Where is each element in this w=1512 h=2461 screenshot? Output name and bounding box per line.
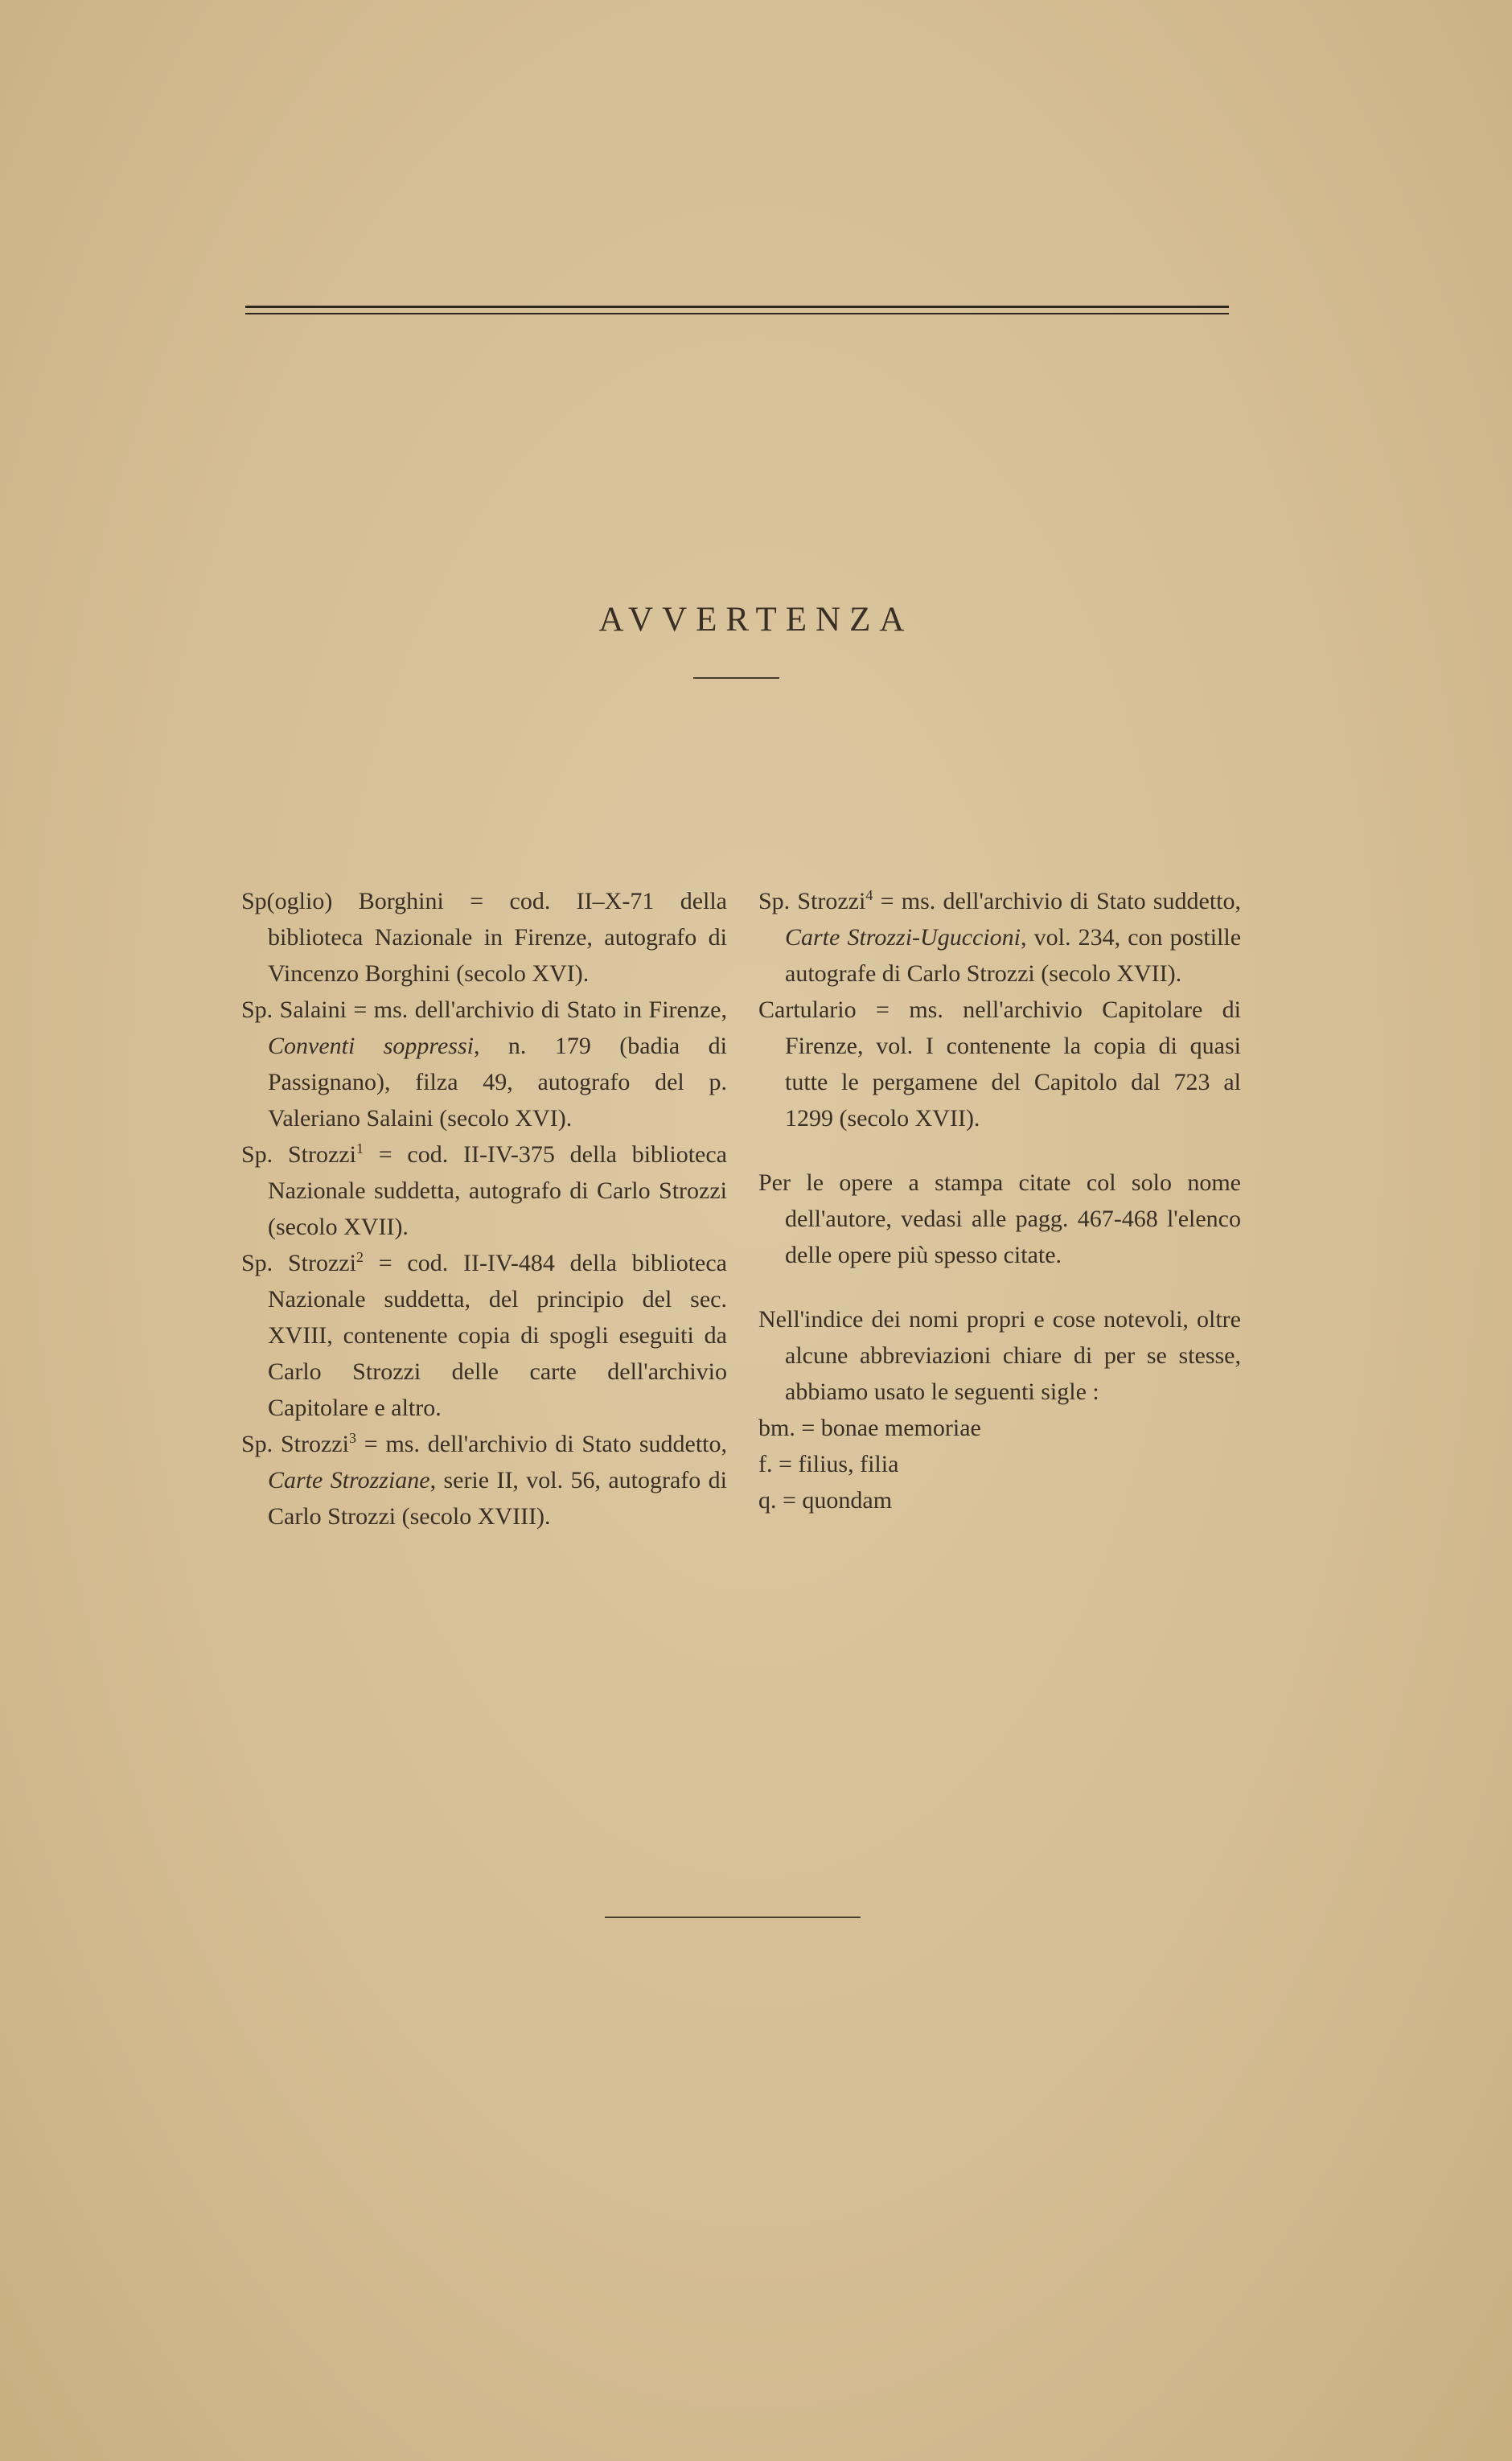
entry-strozzi-3: Sp. Strozzi$^3$ = ms. dell'archivio di Stato suddetto, Carte Strozziane, serie II, vol. 56, autografo di Carlo Strozzi (secolo XVIII).	[241, 1430, 727, 1530]
left-column	[241, 883, 727, 1535]
right-column	[758, 883, 1241, 1518]
entry-strozzi-4: Sp. Strozzi$^4$ = ms. dell'archivio di Stato suddetto, Carte Strozzi-Uguccioni, vol. 234, con postille autografe di Carlo Strozzi (secolo XVII).	[758, 887, 1242, 987]
abbreviation-q: q. = quondam	[758, 1487, 893, 1514]
abbreviation-bm: bm. = bonae memoriae	[758, 1415, 981, 1441]
entry-borghini: Sp(oglio) Borghini = cod. II–X-71 della biblioteca Nazionale in Firenze, autografo di Vincenzo Borghini (secolo XVI).	[241, 888, 727, 987]
entry-salaini: Sp. Salaini = ms. dell'archivio di Stato in Firenze, Conventi soppressi, n. 179 (badia di Passignano), filza 49, autografo del p. Valeriano Salaini (secolo XVI).	[241, 996, 728, 1132]
abbreviation-f: f. = filius, filia	[758, 1451, 899, 1477]
note-printed-works: Per le opere a stampa citate col solo nome dell'autore, vedasi alle pagg. 467-468 l'elenco delle opere più spesso citate.	[758, 1169, 1241, 1268]
title-rule	[693, 677, 779, 679]
bottom-rule	[605, 1917, 861, 1918]
page-title: AVVERTENZA	[598, 601, 914, 639]
top-double-rule	[245, 306, 1229, 317]
note-index: Nell'indice dei nomi propri e cose notevoli, oltre alcune abbreviazioni chiare di per se stesse, abbiamo usato le seguenti sigle :	[758, 1306, 1241, 1405]
entry-strozzi-2: Sp. Strozzi$^2$ = cod. II-IV-484 della biblioteca Nazionale suddetta, del principio del sec. XVIII, contenente copia di spogli eseguiti da Carlo Strozzi delle carte dell'archivio Capitolare e altro.	[241, 1249, 727, 1421]
entry-cartulario: Cartulario = ms. nell'archivio Capitolare di Firenze, vol. I contenente la copia di quasi tutte le pergamene del Capitolo dal 723 al 1299 (secolo XVII).	[758, 996, 1241, 1132]
entry-strozzi-1: Sp. Strozzi$^1$ = cod. II-IV-375 della biblioteca Nazionale suddetta, autografo di Carlo Strozzi (secolo XVII).	[241, 1140, 727, 1240]
